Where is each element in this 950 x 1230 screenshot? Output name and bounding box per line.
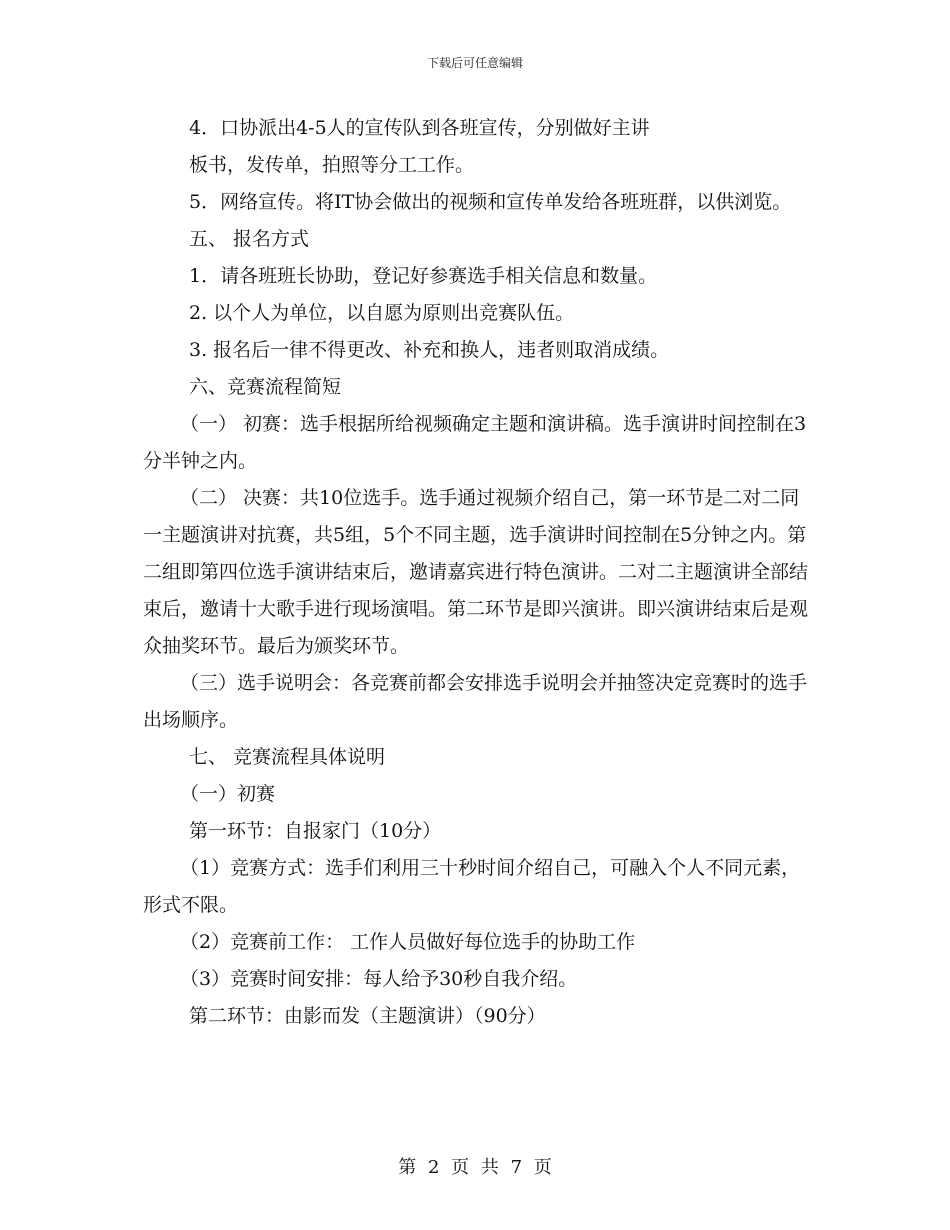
- paragraph: （三）选手说明会：各竞赛前都会安排选手说明会并抽签决定竞赛时的选手出场顺序。: [143, 672, 808, 731]
- section-heading: 六、竞赛流程简短: [189, 376, 342, 398]
- paragraph: 1．请各班班长协助，登记好参赛选手相关信息和数量。: [189, 265, 658, 287]
- page-footer: 第 2 页 共 7 页: [398, 1157, 552, 1178]
- paragraph: 3. 报名后一律不得更改、补充和换人，违者则取消成绩。: [189, 339, 670, 361]
- paragraph: （3）竞赛时间安排：每人给予30秒自我介绍。: [180, 968, 578, 990]
- paragraph: （二） 决赛：共10位选手。选手通过视频介绍自己，第一环节是二对二同一主题演讲对抗赛，共5组，5个不同主题，选手演讲时间控制在5分钟之内。第二组即第四位选手演讲结束后，邀请嘉宾进行特色演讲。二对二主题演讲全部结束后，邀请十大歌手进行现场演唱。第二环节是即兴演讲。即兴演讲结束后是观众抽奖环节。最后为颁奖环节。: [143, 487, 809, 657]
- document-body: [143, 110, 808, 1035]
- paragraph: （1）竞赛方式：选手们利用三十秒时间介绍自己，可融入个人不同元素，形式不限。: [143, 857, 801, 916]
- section-heading: 七、 竞赛流程具体说明: [189, 746, 386, 768]
- paragraph: （2）竞赛前工作： 工作人员做好每位选手的协助工作: [180, 931, 636, 953]
- section-heading: 五、 报名方式: [189, 228, 310, 250]
- paragraph: 板书，发传单，拍照等分工工作。: [189, 154, 475, 176]
- subsection-heading: （一）初赛: [180, 783, 276, 805]
- paragraph: 4．口协派出4-5人的宣传队到各班宣传，分别做好主讲: [189, 117, 650, 139]
- page-header: 下载后可任意编辑: [426, 56, 523, 70]
- paragraph: 第二环节：由影而发（主题演讲）（90分）: [189, 1005, 546, 1027]
- paragraph: 5．网络宣传。将IT协会做出的视频和宣传单发给各班班群，以供浏览。: [189, 191, 792, 213]
- paragraph: 第一环节：自报家门（10分）: [189, 820, 442, 842]
- paragraph: （一） 初赛：选手根据所给视频确定主题和演讲稿。选手演讲时间控制在3分半钟之内。: [143, 413, 807, 472]
- paragraph: 2. 以个人为单位，以自愿为原则出竞赛队伍。: [189, 302, 575, 324]
